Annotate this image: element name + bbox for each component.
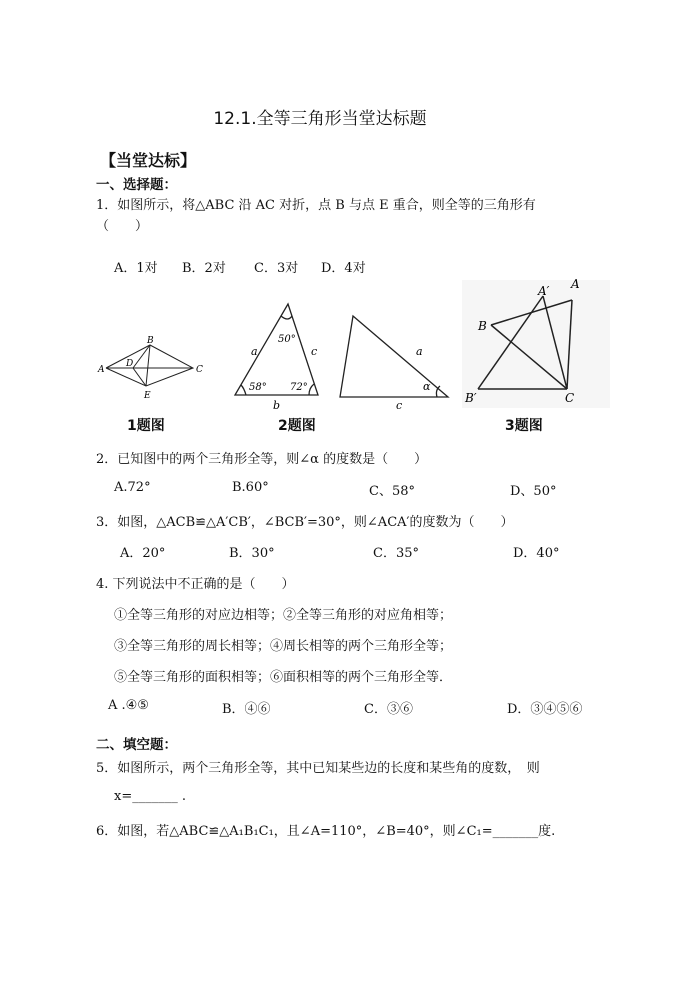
q3-option-b: B．30°: [229, 546, 275, 561]
q4-statement-line-3: ⑤全等三角形的面积相等；⑥面积相等的两个三角形全等．: [114, 670, 453, 685]
q2-option-a: A.72°: [114, 480, 151, 495]
q1-option-d: D．4对: [321, 261, 366, 276]
question-4-text: 4. 下列说法中不正确的是（ ）: [96, 577, 295, 592]
question-3-text: 3．如图，△ACB≌△A′CB′，∠BCB′=30°，则∠ACA′的度数为（ ）: [96, 515, 514, 530]
fig1-label-a: A: [98, 365, 105, 375]
fig2-angle-right: 72°: [290, 382, 308, 393]
section-heading: 【当堂达标】: [100, 151, 197, 170]
fig1-label-d: D: [126, 359, 134, 369]
figure-2-caption: 2题图: [278, 418, 316, 434]
fig2-side-b: b: [273, 399, 281, 410]
fig2-angle-top: 50°: [278, 334, 296, 345]
q1-option-c: C．3对: [254, 261, 299, 276]
fig4-label-c: C: [565, 391, 575, 405]
question-5-answer-blank: x=_______ .: [114, 789, 186, 804]
question-1-paren: （ ）: [96, 219, 149, 234]
question-1-text: 1．如图所示，将△ABC 沿 AC 对折，点 B 与点 E 重合，则全等的三角形有: [96, 198, 536, 213]
q3-option-d: D．40°: [513, 546, 560, 561]
q3-option-a: A．20°: [120, 546, 166, 561]
fig2-side-c: c: [311, 345, 318, 358]
figure-1-caption: 1题图: [127, 418, 165, 434]
fig4-label-b-prime: B′: [465, 391, 477, 405]
fig1-label-b: B: [147, 336, 154, 346]
q1-option-a: A．1对: [114, 261, 158, 276]
q2-option-b: B.60°: [232, 480, 269, 495]
figure-3-diagram: [340, 316, 448, 397]
fig4-label-a-prime: A′: [538, 284, 550, 298]
fig2-side-a: a: [251, 345, 258, 358]
q3-option-c: C．35°: [373, 546, 419, 561]
fill-section-heading: 二、填空题：: [96, 737, 177, 753]
q4-statement-line-2: ③全等三角形的周长相等；④周长相等的两个三角形全等；: [114, 639, 453, 654]
q2-option-d: D、50°: [510, 484, 557, 499]
q4-option-c: C．③⑥: [364, 702, 413, 717]
question-2-text: 2．已知图中的两个三角形全等，则∠α 的度数是（ ）: [96, 452, 428, 467]
figures-svg: [92, 278, 612, 410]
fig4-label-b: B: [478, 319, 487, 333]
q2-option-c: C、58°: [369, 484, 415, 499]
page-title: 12.1.全等三角形当堂达标题: [213, 109, 427, 129]
question-6-text: 6．如图，若△ABC≌△A₁B₁C₁，且∠A=110°，∠B=40°，则∠C₁=_______度.: [96, 824, 556, 839]
fig3-side-a: a: [416, 345, 423, 358]
q4-option-b: B．④⑥: [222, 702, 271, 717]
figure-4-caption: 3题图: [505, 418, 543, 434]
fig4-label-a: A: [571, 278, 580, 291]
choice-section-heading: 一、选择题：: [96, 177, 177, 193]
fig3-angle-alpha: α: [423, 380, 431, 393]
q4-option-d: D．③④⑤⑥: [507, 702, 583, 717]
q4-option-a: A .④⑤: [108, 698, 149, 713]
question-5-text: 5．如图所示，两个三角形全等，其中已知某些边的长度和某些角的度数， 则: [96, 761, 540, 776]
fig1-label-c: C: [196, 365, 203, 375]
figure-1-diagram: [106, 345, 193, 386]
fig2-angle-left: 58°: [249, 382, 267, 393]
q1-option-b: B．2对: [182, 261, 226, 276]
q4-statement-line-1: ①全等三角形的对应边相等；②全等三角形的对应角相等；: [114, 608, 453, 623]
fig1-label-e: E: [144, 391, 151, 401]
fig3-side-c: c: [396, 399, 403, 410]
